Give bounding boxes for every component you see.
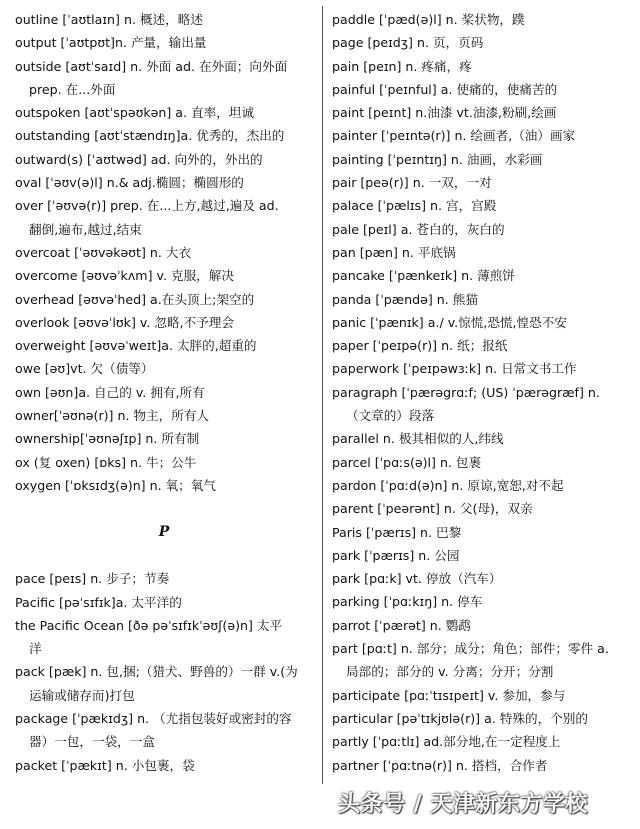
entry-text: package [ˈpækɪdʒ] n. （尤指包装好或密封的容	[15, 711, 292, 727]
entry-text: outstanding [aʊtˈstændɪŋ]a. 优秀的，杰出的	[15, 128, 285, 144]
entry-text: ownership[ˈəʊnəʃɪp] n. 所有制	[15, 431, 200, 447]
vocab-entry	[15, 660, 313, 707]
entry-text: painter [ˈpeɪntə(r)] n. 绘画者,（油）画家	[332, 128, 576, 144]
entry-text: partly [ˈpɑːtlɪ] ad.部分地,在一定程度上	[332, 734, 561, 750]
vocab-entry	[332, 334, 628, 357]
entry-text: oxygen [ˈɒksɪdʒ(ə)n] n. 氧；氧气	[15, 477, 216, 493]
entry-text: particular [pəˈtɪkjʊlə(r)] a. 特殊的，个别的	[332, 710, 588, 726]
vocab-entry	[332, 171, 628, 194]
entry-continuation: 局部的；部分的 v. 分离；分开；分割	[346, 664, 554, 680]
vocab-entry	[15, 101, 313, 124]
entry-text: own [əʊn]a. 自己的 v. 拥有,所有	[15, 384, 205, 400]
entry-text: pan [pæn] n. 平底锅	[332, 244, 456, 260]
vocab-entry	[332, 381, 628, 428]
entry-continuation: prep. 在...外面	[29, 81, 116, 97]
entry-text: painful [ˈpeɪnful] a. 使痛的，使痛苦的	[332, 81, 558, 97]
entry-text: partner [ˈpɑːtnə(r)] n. 搭档，合作者	[332, 757, 548, 773]
entry-continuation: （文章的）段落	[346, 408, 435, 424]
vocab-entry	[15, 311, 313, 334]
entry-text: parent [ˈpeərənt] n. 父(母)，双亲	[332, 501, 533, 517]
entry-text: outspoken [aʊtˈspəʊkən] a. 直率，坦诚	[15, 105, 254, 121]
entry-text: outward(s) [ˈaʊtwəd] ad. 向外的，外出的	[15, 151, 263, 167]
entry-text: owe [əʊ]vt. 欠（债等）	[15, 361, 154, 377]
vocab-entry	[332, 427, 628, 450]
entry-text: paragraph [ˈpærəgrɑːf; (US) ˈpærəgræf] n.	[332, 384, 600, 400]
vocab-entry	[332, 637, 628, 684]
vocab-entry	[15, 55, 313, 102]
vocab-entry	[332, 614, 628, 637]
vocab-entry	[332, 218, 628, 241]
entry-text: painting [ˈpeɪntɪŋ] n. 油画，水彩画	[332, 151, 543, 167]
vocab-entry	[332, 474, 628, 497]
vocab-entry	[15, 148, 313, 171]
section-letter: P	[158, 524, 170, 541]
entry-text: overhead [əʊvəˈhed] a.在头顶上;架空的	[15, 291, 255, 307]
entry-text: pale [peɪl] a. 苍白的，灰白的	[332, 221, 505, 237]
entry-text: park [ˈpærɪs] n. 公园	[332, 547, 460, 563]
entry-text: over [ˈəʊvə(r)] prep. 在...上方,越过,遍及 ad.	[15, 198, 279, 214]
vocab-entry	[332, 451, 628, 474]
vocab-entry	[15, 8, 313, 31]
vocab-entry	[15, 241, 313, 264]
vocab-entry	[15, 124, 313, 147]
entry-text: paint [peɪnt] n.油漆 vt.油漆,粉刷,绘画	[332, 105, 557, 121]
vocab-entry	[15, 334, 313, 357]
entry-text: panic [ˈpænɪk] a./ v.惊慌,恐慌,惶恐不安	[332, 314, 567, 330]
vocab-entry	[15, 404, 313, 427]
entry-text: palace [ˈpælɪs] n. 宫，宫殿	[332, 198, 497, 214]
vocab-entry	[332, 264, 628, 287]
entry-continuation: 翻倒,遍布,越过,结束	[29, 221, 142, 237]
entry-text: output [ˈaʊtpʊt]n. 产量，输出量	[15, 35, 207, 51]
vocab-entry	[332, 8, 628, 31]
entry-text: packet [ˈpækɪt] n. 小包裹，袋	[15, 757, 195, 773]
entry-text: parcel [ˈpɑːs(ə)l] n. 包裹	[332, 454, 482, 470]
watermark: 头条号 / 天津新东方学校	[338, 792, 588, 817]
section-gap	[15, 497, 313, 521]
vocab-entry	[15, 31, 313, 54]
vocab-entry	[332, 101, 628, 124]
vocab-entry	[15, 288, 313, 311]
entry-text: overcoat [ˈəʊvəkəʊt] n. 大衣	[15, 244, 192, 260]
vocab-entry	[332, 590, 628, 613]
vocab-entry	[15, 614, 313, 661]
entry-text: overcome [əʊvəˈkʌm] v. 克服，解决	[15, 268, 234, 284]
entry-text: pain [peɪn] n. 疼痛，疼	[332, 58, 472, 74]
entry-text: Pacific [pəˈsɪfɪk]a. 太平洋的	[15, 594, 182, 610]
entry-text: overlook [əʊvəˈlʊk] v. 忽略,不予理会	[15, 314, 234, 330]
entry-text: the Pacific Ocean [ðə pəˈsɪfɪkˈəʊʃ(ə)n] 太平	[15, 617, 283, 633]
vocab-entry	[332, 754, 628, 777]
entry-continuation: 器）一包，一袋，一盒	[29, 734, 155, 750]
vocab-entry	[332, 55, 628, 78]
entry-text: pair [peə(r)] n. 一双，一对	[332, 175, 492, 191]
vocab-entry	[15, 194, 313, 241]
entry-text: ox (复 oxen) [ɒks] n. 牛；公牛	[15, 454, 197, 470]
entry-text: outline [ˈaʊtlaɪn] n. 概述，略述	[15, 12, 203, 27]
vocab-entry	[332, 31, 628, 54]
vocab-entry	[332, 124, 628, 147]
vocab-entry	[332, 357, 628, 380]
vocab-entry	[15, 707, 313, 754]
vocab-entry	[15, 427, 313, 450]
entry-text: paddle [ˈpæd(ə)l] n. 桨状物，蹼	[332, 12, 525, 27]
entry-text: outside [aʊtˈsaɪd] n. 外面 ad. 在外面；向外面	[15, 58, 288, 74]
vocab-entry	[15, 474, 313, 497]
entry-text: paper [ˈpeɪpə(r)] n. 纸；报纸	[332, 338, 508, 354]
vocab-entry	[332, 311, 628, 334]
entry-text: participate [pɑːˈtɪsɪpeɪt] v. 参加，参与	[332, 687, 566, 703]
vocab-entry	[332, 707, 628, 730]
entry-text: parrot [ˈpærət] n. 鹦鹉	[332, 617, 471, 633]
vocab-entry	[15, 451, 313, 474]
left-column	[15, 8, 313, 777]
entry-continuation: 运输或储存而)打包	[29, 687, 135, 703]
vocab-entry	[332, 288, 628, 311]
vocab-entry	[332, 730, 628, 753]
vocab-entry	[332, 78, 628, 101]
vocab-entry	[332, 194, 628, 217]
vocab-entry	[15, 381, 313, 404]
entry-text: owner[ˈəʊnə(r)] n. 物主，所有人	[15, 408, 210, 424]
vocab-entry	[332, 567, 628, 590]
vocab-entry	[15, 171, 313, 194]
entry-text: page [peɪdʒ] n. 页，页码	[332, 35, 484, 51]
entry-text: pack [pæk] n. 包,捆;（猎犬、野兽的）一群 v.(为	[15, 664, 298, 680]
entry-continuation: 洋	[29, 641, 42, 657]
vocab-entry	[15, 591, 313, 614]
entry-text: part [pɑːt] n. 部分；成分；角色；部件；零件 a.	[332, 641, 609, 657]
entry-text: paperwork [ˈpeɪpəwɜːk] n. 日常文书工作	[332, 361, 577, 377]
entry-text: parallel n. 极其相似的人,纬线	[332, 431, 504, 447]
entry-text: oval [ˈəʊv(ə)l] n.& adj.椭圆；椭圆形的	[15, 175, 244, 191]
vocab-entry	[332, 684, 628, 707]
vocab-entry	[15, 264, 313, 287]
entry-text: Paris [ˈpærɪs] n. 巴黎	[332, 524, 462, 540]
vocab-entry	[332, 241, 628, 264]
vocab-entry	[15, 567, 313, 590]
vocab-entry	[332, 497, 628, 520]
right-column	[332, 8, 628, 777]
column-divider	[322, 6, 323, 784]
vocab-entry	[15, 754, 313, 777]
entry-text: pancake [ˈpænkeɪk] n. 薄煎饼	[332, 268, 515, 284]
entry-text: park [pɑːk] vt. 停放（汽车）	[332, 571, 502, 587]
entry-text: panda [ˈpændə] n. 熊猫	[332, 291, 478, 307]
vocab-entry	[332, 148, 628, 171]
entry-text: parking [ˈpɑːkɪŋ] n. 停车	[332, 594, 483, 610]
entry-text: overweight [əʊvəˈweɪt]a. 太胖的,超重的	[15, 338, 257, 354]
vocab-entry	[332, 521, 628, 544]
vocab-entry	[15, 357, 313, 380]
vocab-entry	[332, 544, 628, 567]
entry-text: pace [peɪs] n. 步子；节奏	[15, 571, 170, 587]
entry-text: pardon [ˈpɑːd(ə)n] n. 原谅,宽恕,对不起	[332, 477, 564, 493]
